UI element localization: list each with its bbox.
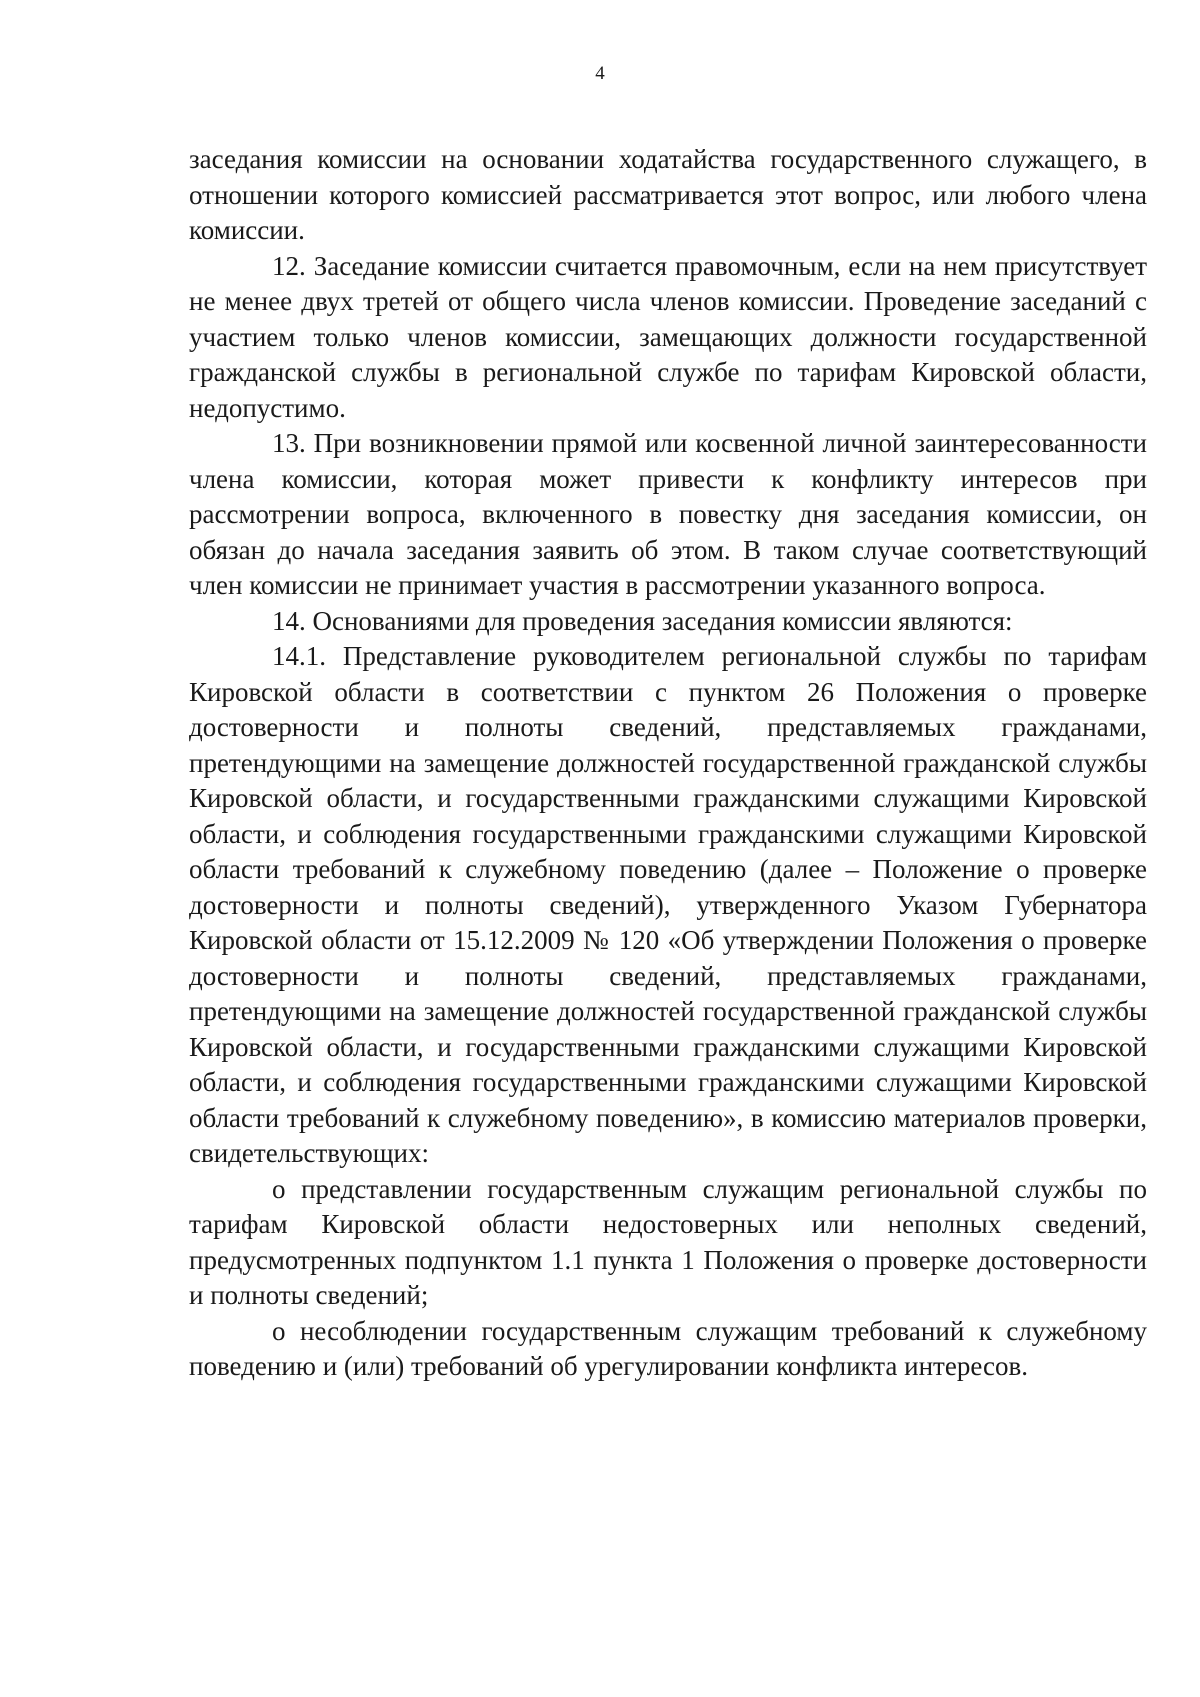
paragraph-continuation: заседания комиссии на основании ходатайства государственного служащего, в отношении которого комиссией рассматривается этот вопрос, или любого члена комиссии.: [189, 144, 1147, 245]
document-body: [189, 142, 1147, 1385]
page-number: 4: [595, 63, 605, 84]
paragraph-subitem-conduct-violation: о несоблюдении государственным служащим требований к служебному поведению и (или) требований об урегулировании конфликта интересов.: [189, 1315, 1147, 1381]
paragraph-item-14-1: 14.1. Представление руководителем региональной службы по тарифам Кировской области в соответствии с пунктом 26 Положения о проверке достоверности и полноты сведений, представляемых гражданами, претендующими на замещение должностей государственной гражданской службы Кировской области, и государственными гражданскими служащими Кировской области, и соблюдения государственными гражданскими служащими Кировской области требований к служебному поведению (далее – Положение о проверке достоверности и полноты сведений), утвержденного Указом Губернатора Кировской области от 15.12.2009 № 120 «Об утверждении Положения о проверке достоверности и полноты сведений, представляемых гражданами, претендующими на замещение должностей государственной гражданской службы Кировской области, и государственными гражданскими служащими Кировской области, и соблюдения государственными гражданскими служащими Кировской области требований к служебному поведению», в комиссию материалов проверки, свидетельствующих:: [189, 641, 1147, 1168]
paragraph-subitem-unreliable-info: о представлении государственным служащим региональной службы по тарифам Кировской области недостоверных или неполных сведений, предусмотренных подпунктом 1.1 пункта 1 Положения о проверке достоверности и полноты сведений;: [189, 1173, 1147, 1310]
paragraph-item-12: 12. Заседание комиссии считается правомочным, если на нем присутствует не менее двух третей от общего числа членов комиссии. Проведение заседаний с участием только членов комиссии, замещающих должности государственной гражданской службы в региональной службе по тарифам Кировской области, недопустимо.: [189, 250, 1147, 423]
paragraph-item-13: 13. При возникновении прямой или косвенной личной заинтересованности члена комиссии, которая может привести к конфликту интересов при рассмотрении вопроса, включенного в повестку дня заседания комиссии, он обязан до начала заседания заявить об этом. В таком случае соответствующий член комиссии не принимает участия в рассмотрении указанного вопроса.: [189, 428, 1147, 600]
paragraph-item-14: 14. Основаниями для проведения заседания комиссии являются:: [272, 605, 1013, 636]
